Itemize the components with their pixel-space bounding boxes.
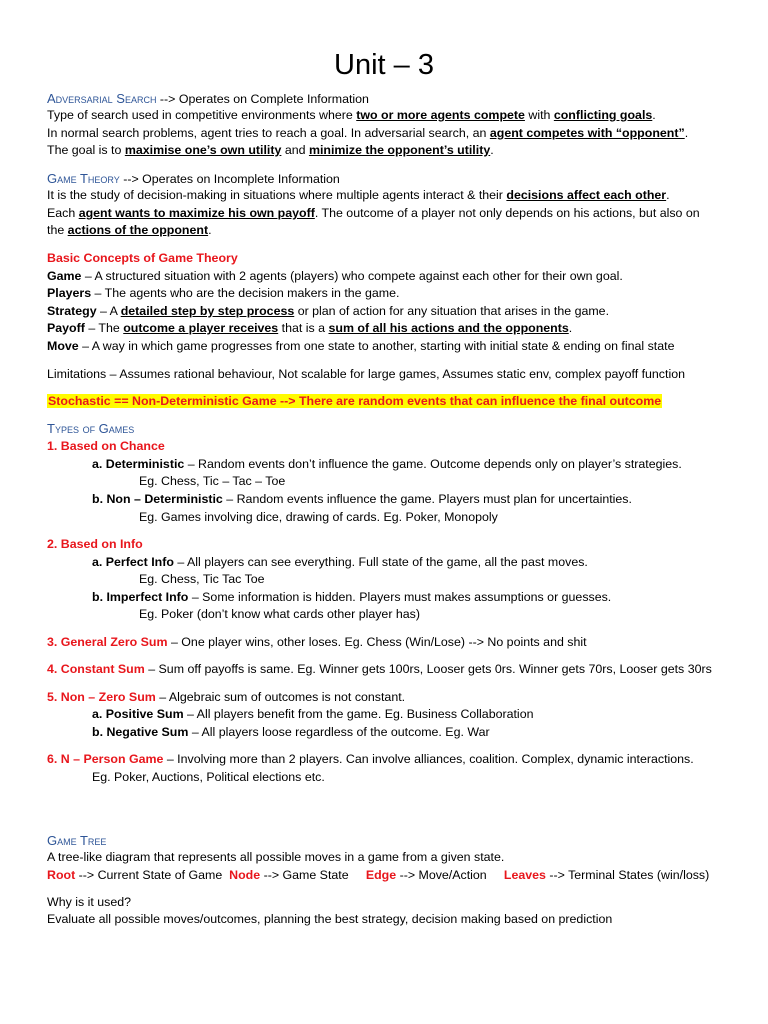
- positive-sum-item: a. Positive Sum – All players benefit from the game. Eg. Business Collaboration: [92, 707, 534, 721]
- why-used-question: Why is it used?: [47, 895, 132, 909]
- game-theory-line-3: the actions of the opponent.: [47, 223, 212, 237]
- game-theory-line-2: Each agent wants to maximize his own payoff. The outcome of a player not only depends on his actions, but also on: [47, 206, 700, 220]
- imperfect-info-item: b. Imperfect Info – Some information is hidden. Players must makes assumptions or guesses.: [92, 590, 612, 604]
- imperfect-info-example: Eg. Poker (don’t know what cards other player has): [139, 607, 420, 621]
- non-zero-sum-item: 5. Non – Zero Sum – Algebraic sum of outcomes is not constant.: [47, 690, 406, 704]
- negative-sum-item: b. Negative Sum – All players loose regardless of the outcome. Eg. War: [92, 725, 490, 739]
- game-tree-description: A tree-like diagram that represents all possible moves in a game from a given state.: [47, 850, 505, 864]
- n-person-game-item: 6. N – Person Game – Involving more than 2 players. Can involve alliances, coalition. Complex, dynamic interactions.: [47, 752, 694, 766]
- why-used-answer: Evaluate all possible moves/outcomes, planning the best strategy, decision making based on prediction: [47, 912, 613, 926]
- limitations-line: Limitations – Assumes rational behaviour, Not scalable for large games, Assumes static env, complex payoff function: [47, 367, 685, 381]
- adversarial-heading: Adversarial Search: [47, 91, 157, 106]
- constant-sum-item: 4. Constant Sum – Sum off payoffs is same. Eg. Winner gets 100rs, Looser gets 0rs. Winner gets 70rs, Looser gets 30rs: [47, 662, 712, 676]
- game-theory-line-1: It is the study of decision-making in situations where multiple agents interact & their decisions affect each other.: [47, 188, 670, 202]
- based-on-info-heading: 2. Based on Info: [47, 537, 143, 551]
- concept-players: Players – The agents who are the decision makers in the game.: [47, 286, 400, 300]
- deterministic-item: a. Deterministic – Random events don’t influence the game. Outcome depends only on player’s strategies.: [92, 457, 682, 471]
- adversarial-line-1: Type of search used in competitive environments where two or more agents compete with conflicting goals.: [47, 108, 656, 122]
- stochastic-highlight: Stochastic == Non-Deterministic Game --> There are random events that can influence the final outcome: [48, 394, 662, 408]
- deterministic-example: Eg. Chess, Tic – Tac – Toe: [139, 474, 286, 488]
- perfect-info-item: a. Perfect Info – All players can see everything. Full state of the game, all the past moves.: [92, 555, 588, 569]
- concept-payoff: Payoff – The outcome a player receives that is a sum of all his actions and the opponents.: [47, 321, 573, 335]
- n-person-game-example: Eg. Poker, Auctions, Political elections etc.: [92, 770, 325, 784]
- basic-concepts-heading: Basic Concepts of Game Theory: [47, 251, 238, 265]
- types-heading: Types of Games: [47, 421, 135, 436]
- adversarial-heading-line: Adversarial Search --> Operates on Complete Information: [47, 91, 369, 106]
- zero-sum-item: 3. General Zero Sum – One player wins, other loses. Eg. Chess (Win/Lose) --> No points and shit: [47, 635, 587, 649]
- game-theory-heading-line: Game Theory --> Operates on Incomplete Information: [47, 171, 340, 186]
- non-deterministic-item: b. Non – Deterministic – Random events influence the game. Players must plan for uncertainties.: [92, 492, 632, 506]
- based-on-chance-heading: 1. Based on Chance: [47, 439, 165, 453]
- adversarial-line-3: The goal is to maximise one’s own utility and minimize the opponent’s utility.: [47, 143, 494, 157]
- game-theory-heading: Game Theory: [47, 171, 120, 186]
- game-tree-heading: Game Tree: [47, 833, 107, 848]
- page-title: Unit – 3: [334, 49, 434, 81]
- perfect-info-example: Eg. Chess, Tic Tac Toe: [139, 572, 265, 586]
- game-tree-terms: Root --> Current State of Game Node --> Game State Edge --> Move/Action Leaves --> Terminal States (win/loss): [47, 868, 710, 882]
- concept-strategy: Strategy – A detailed step by step process or plan of action for any situation that arises in the game.: [47, 304, 610, 318]
- non-deterministic-example: Eg. Games involving dice, drawing of cards. Eg. Poker, Monopoly: [139, 510, 498, 524]
- concept-move: Move – A way in which game progresses from one state to another, starting with initial state & ending on final state: [47, 339, 675, 353]
- concept-game: Game – A structured situation with 2 agents (players) who compete against each other for their own goal.: [47, 269, 623, 283]
- adversarial-line-2: In normal search problems, agent tries to reach a goal. In adversarial search, an agent competes with “opponent”.: [47, 126, 689, 140]
